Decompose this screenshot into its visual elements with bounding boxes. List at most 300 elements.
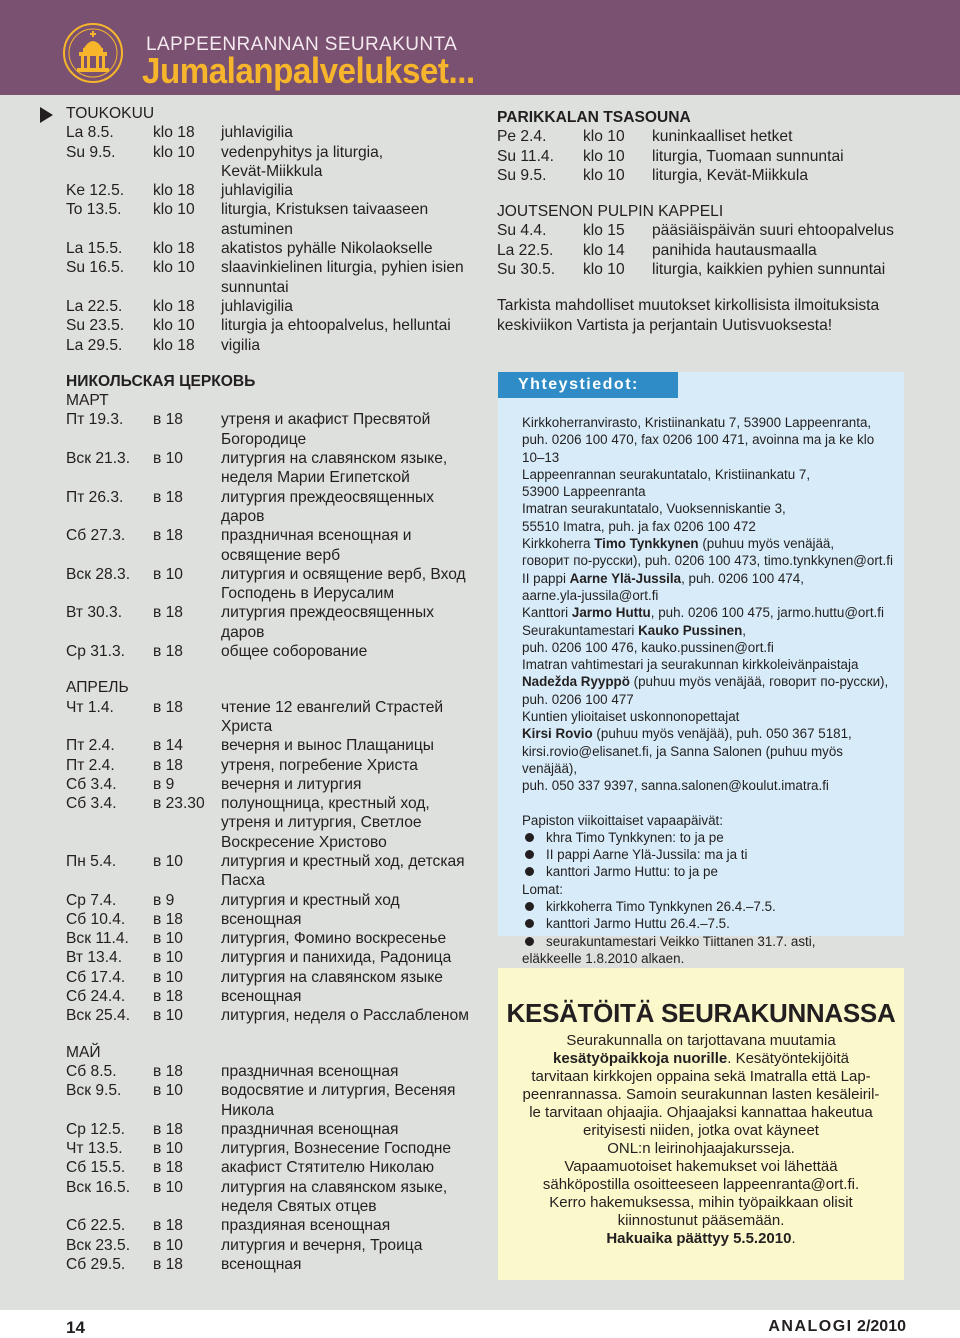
issue-number: 2/2010 [852,1318,906,1335]
row-time: в 18 [153,910,183,928]
contact-person: Aarne Ylä-Jussila [569,570,682,586]
schedule-row [66,410,486,449]
row-date: Пт 19.3. [66,411,124,429]
row-description-line: juhlavigilia [221,182,293,200]
schedule-row [66,736,486,755]
row-time: в 10 [153,852,183,870]
summer-line-tail: . [791,1230,796,1247]
contact-line: puh. 0206 100 476, kauko.pussinen@ort.fi [522,639,774,655]
church-logo-icon [62,22,124,84]
schedule-row [66,1139,486,1158]
row-description-line: неделя Святых отцев [221,1198,377,1216]
schedule-row [66,258,486,297]
row-description-line: Богородице [221,430,307,448]
contact-box [498,372,904,966]
row-description-line: liturgia, Tuomaan sunnuntai [652,147,844,165]
contact-line: aarne.yla-jussila@ort.fi [522,587,659,603]
schedule-row [497,127,917,146]
days-off-heading: Papiston viikoittaiset vapaapäivät: [522,812,723,828]
row-description-line: утреня и акафист Пресвятой [221,411,431,429]
row-description [221,891,486,910]
schedule-row [66,200,486,239]
contact-note: (puhuu myös venäjää, говорит по-русски), [629,674,889,690]
row-date: Su 16.5. [66,259,125,277]
contact-line [522,535,894,552]
summer-line: sähköpostilla osoitteeseen lappeenranta@ort.fi. [542,1176,860,1193]
row-time: в 18 [153,1255,183,1273]
row-description-line: даров [221,623,265,641]
row-description [652,147,917,166]
row-date: Вск 23.5. [66,1236,131,1254]
contact-line: puh. 0206 100 470, fax 0206 100 471, avoinna ma ja ke klo 10–13 [522,432,875,465]
row-date: Вск 16.5. [66,1178,131,1196]
row-description-line: slaavinkielinen liturgia, pyhien isien [221,259,464,277]
row-description-line: утреня и литургия, Светлое [221,814,422,832]
schedule-row [66,297,486,316]
row-date: Сб 27.3. [66,527,126,545]
row-description-line: литургия преждеосвященных [221,604,434,622]
row-time: в 18 [153,488,183,506]
summer-line [512,1230,890,1248]
schedule-row [497,260,917,279]
row-description [221,336,486,355]
row-description [221,181,486,200]
row-time: в 10 [153,930,183,948]
row-description [652,166,917,185]
row-description-line: праздничная всенощная [221,1062,399,1080]
row-date: Пт 2.4. [66,737,115,755]
summer-emph: kesätyöpaikkoja nuorille [553,1050,728,1067]
row-description [221,1216,486,1235]
row-description-line: liturgia, Kristuksen taivaaseen [221,201,429,219]
row-description-line: pääsiäispäivän suuri ehtoopalvelus [652,222,894,240]
contact-line: 53900 Lappeenranta [522,484,646,500]
contact-line: 55510 Imatra, puh. ja fax 0206 100 472 [522,518,756,534]
row-time: klo 10 [153,317,195,335]
row-time: в 10 [153,1140,183,1158]
row-description-line: Kevät-Miikkula [221,162,323,180]
row-description [221,143,486,182]
row-time: klo 15 [583,222,625,240]
row-description-line: литургия и освящение верб, Вход [221,565,466,583]
row-time: klo 18 [153,124,195,142]
month-heading: МАРТ [66,392,109,410]
schedule-row [497,221,917,240]
row-time: в 18 [153,1159,183,1177]
row-date: Вт 13.4. [66,949,123,967]
row-date: Сб 8.5. [66,1062,117,1080]
contact-line: Imatran vahtimestari ja seurakunnan kirkkoleivänpaistaja [522,657,859,673]
summer-line: tarvitaan kirkkojen oppaina sekä Imatralla että Lap- [531,1068,871,1085]
row-date: Сб 3.4. [66,775,117,793]
row-description [221,1178,486,1217]
row-time: в 10 [153,949,183,967]
schedule-row [497,166,917,185]
contact-role: Kanttori [522,605,572,621]
contact-role: Kirkkoherra [522,536,595,552]
contact-role: Seurakuntamestari [522,622,639,638]
schedule-row [66,794,486,852]
schedule-row [66,1120,486,1139]
row-description [221,794,486,852]
row-date: Сб 29.5. [66,1255,126,1273]
row-description [221,449,486,488]
contact-line: puh. 050 337 9397, sanna.salonen@koulut.imatra.fi [522,778,829,794]
row-description [652,221,917,240]
row-time: в 9 [153,775,175,793]
summer-line: ONL:n leirinohjaajakursseja. [607,1140,795,1157]
row-description [221,1062,486,1081]
row-description [221,1120,486,1139]
row-time: в 10 [153,1236,183,1254]
holidays-tail: eläkkeelle 1.8.2010 alkaen. [522,950,685,966]
row-time: klo 10 [583,166,625,184]
row-description-line: чтение 12 евангелий Страстей [221,698,444,716]
row-description [652,260,917,279]
contact-note: (puhuu myös venäjää, [698,536,835,552]
schedule-row [66,488,486,527]
page-number: 14 [66,1318,85,1337]
schedule-row [497,147,917,166]
row-date: Ke 12.5. [66,182,125,200]
row-description-line: общее соборование [221,643,368,661]
row-date: Su 23.5. [66,317,125,335]
row-date: Вск 11.4. [66,930,129,948]
row-description [221,123,486,142]
schedule-row [66,603,486,642]
summer-line [512,1050,890,1068]
row-description [652,241,917,260]
schedule-row [66,948,486,967]
row-date: Сб 15.5. [66,1159,126,1177]
row-description [221,239,486,258]
row-description-line: освящение верб [221,546,341,564]
row-time: klo 18 [153,336,195,354]
row-date: Su 11.4. [497,147,554,165]
schedule-row [66,526,486,565]
schedule-row [66,316,486,335]
row-date: Пт 26.3. [66,488,124,506]
row-description [221,1139,486,1158]
row-time: klo 10 [153,143,195,161]
row-description-line: Господень в Иерусалим [221,585,395,603]
row-description-line: праздияная всенощная [221,1217,391,1235]
row-time: в 18 [153,698,183,716]
schedule-row [66,1216,486,1235]
row-date: Su 9.5. [66,143,116,161]
row-description [221,968,486,987]
row-time: в 18 [153,1062,183,1080]
row-description [221,1158,486,1177]
row-date: Сб 24.4. [66,988,126,1006]
row-date: Вск 28.3. [66,565,131,583]
row-description-line: утреня, погребение Христа [221,756,418,774]
schedule-row [66,1158,486,1177]
row-description-line: вечерня и вынос Плащаницы [221,737,435,755]
schedule-row [497,241,917,260]
spacer [66,1026,486,1043]
magazine-name: ANALOGI [768,1318,853,1335]
row-description-line: Пасха [221,872,265,890]
schedule-row [66,1236,486,1255]
summer-line: peenrannassa. Samoin seurakunnan lasten kesäleiril- [522,1086,880,1103]
schedule-row [66,123,486,142]
row-date: Вск 21.3. [66,450,131,468]
contact-line [522,604,894,621]
row-time: в 18 [153,643,183,661]
spacer [66,355,486,372]
summer-line: erityisesti niiden, jotka ovat käyneet [583,1122,819,1139]
row-description-line: праздничная всенощная [221,1120,399,1138]
right-schedule [497,108,917,335]
schedule-row [66,1081,486,1120]
schedule-row [66,929,486,948]
row-time: в 18 [153,604,183,622]
month-heading: АПРЕЛЬ [66,679,129,697]
contact-line: Imatran seurakuntatalo, Vuoksenniskantie 3, [522,501,786,517]
row-description [221,698,486,737]
row-description [221,603,486,642]
row-description-line: Воскресение Христово [221,833,387,851]
row-description-line: литургия на славянском языке [221,968,443,986]
contact-person: Jarmo Huttu [571,605,651,621]
schedule-row [66,852,486,891]
row-description-line: всенощная [221,988,302,1006]
page-title: Jumalanpalvelukset... [142,50,475,91]
contact-role: II pappi [522,570,570,586]
summer-line: Kerro hakemuksessa, mihin työpaikkaan olisit [549,1194,853,1211]
row-time: в 23.30 [153,795,205,813]
row-time: в 10 [153,565,183,583]
row-time: в 18 [153,1217,183,1235]
row-description [221,910,486,929]
schedule-row [66,968,486,987]
row-description-line: vigilia [221,336,260,354]
row-description-line: литургия и панихида, Радоница [221,949,452,967]
contact-line: Kirkkoherranvirasto, Kristiinankatu 7, 53900 Lappeenranta, [522,415,872,430]
contact-line: говорит по-русски), puh. 0206 100 473, timo.tynkkynen@ort.fi [522,553,893,569]
row-description [221,258,486,297]
row-description-line: akatistos pyhälle Nikolaokselle [221,240,433,258]
row-description-line: неделя Марии Египетской [221,469,410,487]
row-date: Пн 5.4. [66,852,117,870]
row-time: в 10 [153,1178,183,1196]
row-description [221,736,486,755]
month-heading: JOUTSENON PULPIN KAPPELI [497,203,724,221]
row-description-line: astuminen [221,220,293,238]
schedule-row [66,143,486,182]
row-description-line: литургия, неделя о Расслабленом [221,1007,469,1025]
row-description-line: вечерня и литургия [221,775,362,793]
row-time: klo 18 [153,182,195,200]
row-date: La 15.5. [66,240,123,258]
summer-line: Vapaamuotoiset hakemukset voi lähettää [564,1158,838,1175]
days-off-item: khra Timo Tynkkynen: to ja pe [522,829,894,846]
row-date: Вск 9.5. [66,1082,122,1100]
holidays-heading: Lomat: [522,881,563,897]
row-description-line: liturgia, kaikkien pyhien sunnuntai [652,261,886,279]
parish-name: LAPPEENRANNAN SEURAKUNTA [146,34,458,55]
row-time: в 10 [153,450,183,468]
contact-person: Kauko Pussinen [638,622,743,638]
row-time: klo 10 [153,259,195,277]
row-description-line: всенощная [221,1255,302,1273]
row-description-line: литургия преждеосвященных [221,488,434,506]
row-time: в 18 [153,527,183,545]
row-description-line: Никола [221,1101,275,1119]
month-heading: TOUKOKUU [66,105,155,122]
schedule-row [66,891,486,910]
row-description-line: литургия на славянском языке, [221,450,448,468]
schedule-row [66,181,486,200]
row-description-line: литургия и крестный ход [221,891,400,909]
row-time: в 10 [153,1007,183,1025]
row-date: Su 9.5. [497,166,547,184]
row-description-line: литургия на славянском языке, [221,1178,448,1196]
row-description-line: водосвятие и литургия, Весеняя [221,1082,456,1100]
summer-line: kiinnostunut pääsemään. [617,1212,785,1229]
schedule-row [66,910,486,929]
row-date: La 22.5. [497,241,554,259]
row-date: Чт 1.4. [66,698,114,716]
contact-person: Kirsi Rovio [522,726,593,742]
row-description [221,488,486,527]
magazine-issue [768,1318,906,1336]
row-date: Сб 22.5. [66,1217,126,1235]
row-date: Ср 31.3. [66,643,125,661]
row-time: klo 10 [583,147,625,165]
summer-line: Seurakunnalla on tarjottavana muutamia [566,1032,836,1049]
row-description [221,526,486,565]
row-description-line: sunnuntai [221,278,289,296]
row-time: klo 10 [153,201,195,219]
summer-jobs-text [512,1032,890,1248]
section-heading: НИКОЛЬСКАЯ ЦЕРКОВЬ [66,372,256,390]
row-date: Сб 10.4. [66,910,126,928]
row-time: в 9 [153,891,175,909]
row-description-line: акафист Стятителю Николаю [221,1159,435,1177]
row-description-line: juhlavigilia [221,297,293,315]
contact-note: , [742,622,747,638]
row-description-line: liturgia ja ehtoopalvelus, helluntai [221,317,451,335]
row-description [221,316,486,335]
row-description [221,948,486,967]
contact-label: Yhteystiedot: [498,372,678,398]
row-description-line: полунощница, крестный ход, [221,795,430,813]
row-date: Su 4.4. [497,222,547,240]
contact-line [522,622,894,639]
schedule-row [66,565,486,604]
row-description [221,852,486,891]
row-time: в 18 [153,1120,183,1138]
contact-person: Timo Tynkkynen [594,536,699,552]
row-date: Сб 17.4. [66,968,126,986]
row-time: в 18 [153,988,183,1006]
row-date: Вт 30.3. [66,604,123,622]
contact-line [522,673,894,690]
summer-jobs-box [498,968,904,1280]
row-description [221,297,486,316]
days-off-item: II pappi Aarne Ylä-Jussila: ma ja ti [522,846,894,863]
schedule-row [66,1006,486,1025]
contact-line: kirsi.rovio@elisanet.fi, ja Sanna Salonen (puhuu myös venäjää), [522,743,844,776]
row-time: в 10 [153,968,183,986]
row-date: Чт 13.5. [66,1140,123,1158]
contact-text [522,414,894,967]
row-time: в 18 [153,756,183,774]
row-description-line: литургия и крестный ход, детская [221,852,465,870]
schedule-row [66,775,486,794]
row-description [652,127,917,146]
schedule-row [66,756,486,775]
row-date: Сб 3.4. [66,795,117,813]
spacer [497,279,917,296]
summer-line: le tarvitaan ohjaajia. Ohjaajaksi kannattaa hakeutua [529,1104,873,1121]
schedule-row [66,1178,486,1217]
contact-line: puh. 0206 100 477 [522,691,634,707]
row-time: в 18 [153,411,183,429]
summer-line-tail: . Kesätyöntekijöitä [727,1050,849,1067]
row-description-line: panihida hautausmaalla [652,241,817,259]
spacer [497,185,917,202]
row-description-line: даров [221,507,265,525]
holiday-item: seurakuntamestari Veikko Tiittanen 31.7. asti, [522,933,894,950]
row-time: klo 18 [153,240,195,258]
header-banner [0,0,960,95]
schedule-row [66,642,486,661]
row-description [221,1081,486,1120]
row-time: klo 10 [583,128,625,146]
row-description-line: vedenpyhitys ja liturgia, [221,143,384,161]
row-date: Ср 7.4. [66,891,117,909]
note-line: Tarkista mahdolliset muutokset kirkollisista ilmoituksista [497,297,880,315]
row-description [221,642,486,661]
note-line: keskiviikon Vartista ja perjantain Uutisvuoksesta! [497,316,833,334]
row-description [221,1255,486,1274]
row-date: Pe 2.4. [497,128,547,146]
row-description [221,775,486,794]
row-date: Su 30.5. [497,261,556,279]
row-description-line: литургия, Вознесение Господне [221,1140,452,1158]
section-heading: PARIKKALAN TSASOUNA [497,109,691,126]
month-heading: МАЙ [66,1043,101,1061]
contact-line [522,725,894,742]
row-time: klo 10 [583,261,625,279]
row-description [221,756,486,775]
schedule-row [66,449,486,488]
contact-note: , puh. 0206 100 474, [681,570,804,586]
spacer [66,661,486,678]
row-description [221,1236,486,1255]
row-time: в 14 [153,737,183,755]
summer-jobs-title: KESÄTÖITÄ SEURAKUNNASSA [506,998,896,1028]
row-description-line: литургия, Фомино воскресенье [221,930,447,948]
schedule-row [66,239,486,258]
schedule-row [66,698,486,737]
row-description [221,929,486,948]
row-description [221,565,486,604]
row-date: Ср 12.5. [66,1120,125,1138]
row-description-line: всенощная [221,910,302,928]
row-date: La 29.5. [66,336,123,354]
row-time: klo 14 [583,241,625,259]
schedule-row [66,987,486,1006]
row-time: в 10 [153,1082,183,1100]
schedule-row [66,1255,486,1274]
schedule-row [66,1062,486,1081]
holiday-item: kanttori Jarmo Huttu 26.4.–7.5. [522,915,894,932]
row-description [221,987,486,1006]
